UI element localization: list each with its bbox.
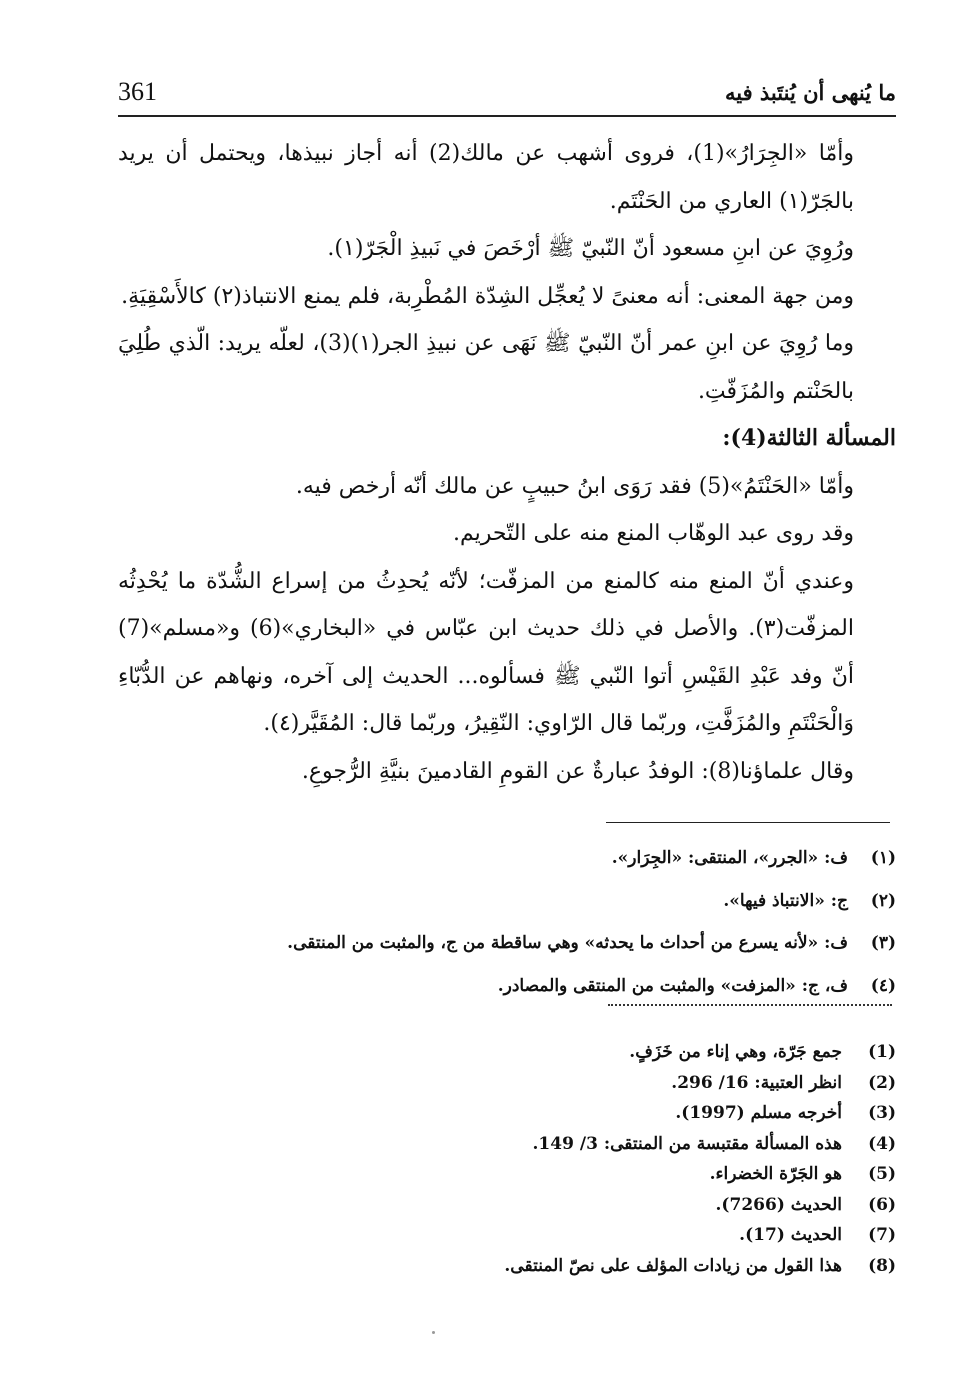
paragraph: وقال علماؤنا(8): الوفدُ عبارةٌ عن القومِ القادمينَ بنيَّةِ الرُّجوعِ. <box>301 758 854 784</box>
footnote-text: ف: «الجرر»، المنتقى: «الجِرَار». <box>611 848 848 868</box>
footnote-text: جمع جَرّة، وهي إناء من خَزَفٍ. <box>629 1042 842 1062</box>
footnote <box>118 1251 896 1282</box>
editor-footnotes <box>118 837 896 1007</box>
footnote-text: الحديث (17). <box>739 1225 842 1245</box>
footnote <box>118 1068 896 1099</box>
footnote-text: ج: «الانتباذ فيها». <box>723 890 848 911</box>
section-heading: المسألة الثالثة(4): <box>722 425 896 451</box>
footnote-number: (2) <box>868 1072 896 1093</box>
main-text <box>118 130 896 795</box>
footnote-text: ف: «لأنه يسرع من أحداث ما يحدثه» وهي ساقطة من ج، والمثبت من المنتقى. <box>287 933 848 953</box>
footnote-text: هذه المسألة مقتبسة من المنتقى: 3/ 149. <box>532 1133 842 1154</box>
paragraph: وما رُوِيَ عن ابنِ عمر أنّ النّبيّ ﷺ نَهَى عن نبيذِ الجر(١)(3)، لعلّه يريد: الّذي طُلِيَ بالحَنْتم والمُزَفّتِ. <box>118 331 855 404</box>
footnote <box>118 965 896 1008</box>
footnote-separator <box>606 822 890 823</box>
running-title: ما يُنهى أن يُنتَبذ فيه <box>724 79 896 105</box>
paragraph: ومن جهة المعنى: أنه معنىً لا يُعجِّل الشِدّة المُطْرِبة، فلم يمنع الانتباذ(٢) كالأَسْقِيَةِ. <box>121 283 854 309</box>
footnote-text: هذا القول من زيادات المؤلف على نصّ المنتقى. <box>504 1255 842 1276</box>
page-header <box>118 70 896 114</box>
page-number: 361 <box>118 77 157 106</box>
footnote-number: (٢) <box>870 890 896 911</box>
footnote-number: (٤) <box>870 975 896 996</box>
footnote-number: (١) <box>870 848 896 868</box>
footnote-number: (6) <box>868 1194 896 1215</box>
paragraph: وأمّا «الجِرَارُ»(1)، فروى أشهب عن مالك(2) أنه أجاز نبيذها، ويحتمل أن يريد بالجَرّ(١) العاري من الحَنْتَم. <box>118 141 854 214</box>
footnote <box>118 837 896 880</box>
header-rule <box>118 115 896 117</box>
footnote-number: (5) <box>868 1164 896 1184</box>
footnote-text: أخرجه مسلم (1997). <box>675 1103 842 1123</box>
footnote-number: (8) <box>868 1255 896 1276</box>
footnote-number: (4) <box>868 1133 896 1154</box>
dotted-separator <box>608 1004 892 1006</box>
footnote <box>118 1098 896 1129</box>
footnote-text: الحديث (7266). <box>715 1194 842 1215</box>
footnote-text: هو الجَرّة الخضراء. <box>709 1164 842 1184</box>
footnote-text: ف، ج: «المزفت» والمثبت من المنتقى والمصادر. <box>497 975 848 996</box>
footnote-number: (1) <box>868 1042 896 1062</box>
footnote-number: (7) <box>868 1225 896 1245</box>
footnote-number: (3) <box>868 1103 896 1123</box>
footnote <box>118 922 896 965</box>
author-footnotes <box>118 1037 896 1281</box>
footnote-text: انظر العتبية: 16/ 296. <box>671 1072 842 1093</box>
footnote <box>118 1220 896 1251</box>
footnote <box>118 1129 896 1160</box>
paragraph: وأمّا «الحَنْتَمُ»(5) فقد رَوَى ابنُ حبيبٍ عن مالك أنّه أرخص فيه. <box>295 473 854 499</box>
paragraph: وعندي أنّ المنع منه كالمنع من المزفّت؛ لأنّه يُحدِثُ من إسراع الشُّدّة ما يُحْدِثُه المزفّت(٣). والأصل في ذلك حديث ابن عبّاس في «البخاري»(6) و«مسلم»(7) أنّ وفد عَبْدِ القَيْسِ أتوا النّبي ﷺ فسألوه... الحديث إلى آخره، ونهاهم عن الدُّبّاءِ وَالْحَنْتَمِ والمُزَفَّتِ، وربّما قال الرّاوي: النّقِيرُ، وربّما قال: المُقَيَّر(٤). <box>118 568 854 736</box>
footnote <box>118 1190 896 1221</box>
scan-speck <box>432 1331 435 1334</box>
footnote-number: (٣) <box>870 933 896 953</box>
paragraph: ورُوِيَ عن ابنِ مسعود أنّ النّبيّ ﷺ أرْخَصَ في نَبيذِ الْجَرّ(١). <box>327 236 854 261</box>
footnote <box>118 1037 896 1068</box>
footnote <box>118 880 896 923</box>
paragraph: وقد روى عبد الوهّاب المنع منه على التّحريم. <box>452 521 854 546</box>
footnote <box>118 1159 896 1190</box>
